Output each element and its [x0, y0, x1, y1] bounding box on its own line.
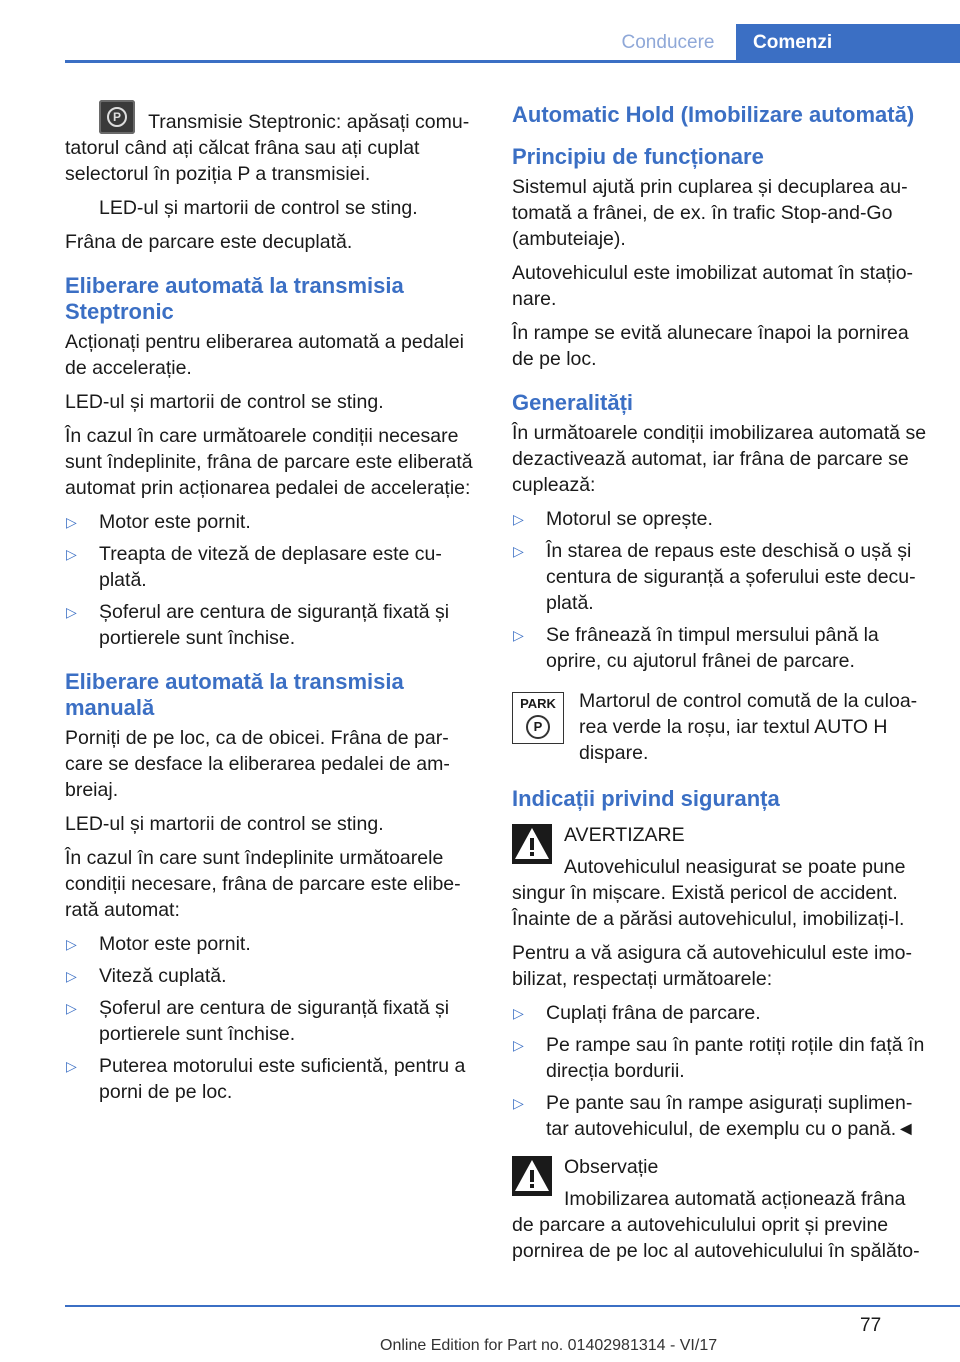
list-item: ▷ Treapta de viteză de deplasare este cu- plată.	[66, 543, 442, 591]
sub3-list	[512, 1000, 930, 1142]
triangle-bullet-icon: ▷	[66, 968, 77, 984]
triangle-bullet-icon: ▷	[66, 1058, 77, 1074]
warning-text: Autovehiculul neasigurat se poate pune singur în mișcare. Există pericol de accident. Înainte de a părăsi autovehiculul, imobilizați-l.	[512, 856, 906, 930]
triangle-bullet-icon: ▷	[513, 511, 524, 527]
park-icon-symbol: P	[526, 715, 550, 739]
list-item: ▷ Pe pante sau în rampe asigurați suplimen- tar autovehiculul, de exemplu cu o pană.◄	[513, 1092, 916, 1140]
triangle-bullet-icon: ▷	[513, 627, 524, 643]
note-text: Imobilizarea automată acționează frâna de parcare a autovehiculului oprit și previne pornirea de pe loc al autovehiculului în spălăto-	[512, 1188, 920, 1262]
sub2-indicator-text: Martorul de control comută de la culoa- rea verde la roșu, iar textul AUTO H dispare.	[579, 690, 918, 764]
heading-steptronic-release: Eliberare automată la transmisia Steptronic	[65, 273, 404, 324]
sub1-paragraph-1: Sistemul ajută prin cuplarea și decuplarea au- tomată a frânei, de ex. în trafic Stop-and-Go (ambuteiaje).	[512, 176, 908, 250]
sec1-paragraph-1: Acționați pentru eliberarea automată a pedalei de accelerație.	[65, 331, 464, 379]
intro-led: LED-ul și martorii de control se sting.	[99, 197, 418, 219]
sub2-list	[512, 506, 930, 674]
list-item: ▷ Se frânează în timpul mersului până la oprire, cu ajutorul frânei de parcare.	[513, 624, 879, 672]
park-indicator-row	[512, 688, 930, 766]
tab-comenzi[interactable]: Comenzi	[736, 24, 960, 62]
sec1-paragraph-3: În cazul în care următoarele condiții necesare sunt îndeplinite, frâna de parcare este eliberată automat prin acționarea pedalei de accelerație:	[65, 425, 473, 499]
triangle-bullet-icon: ▷	[513, 543, 524, 559]
sub1-paragraph-3: În rampe se evită alunecare înapoi la pornirea de pe loc.	[512, 322, 909, 370]
list-item: ▷ Șoferul are centura de siguranță fixată și portierele sunt închise.	[66, 997, 450, 1045]
list-item: ▷ În starea de repaus este deschisă o ușă și centura de siguranță a șoferului este decu- plată.	[513, 540, 916, 614]
page-number: 77	[860, 1315, 882, 1336]
sec2-paragraph-1: Porniți de pe loc, ca de obicei. Frâna de par- care se desface la eliberarea pedalei de am- breiaj.	[65, 727, 450, 801]
park-icon-label: PARK	[520, 696, 556, 711]
sub3-paragraph-1: Pentru a vă asigura că autovehiculul este imo- bilizat, respectați următoarele:	[512, 942, 912, 990]
heading-general: Generalități	[512, 390, 634, 415]
sec1-list	[65, 509, 485, 651]
heading-manual-release: Eliberare automată la transmisia manuală	[65, 669, 404, 720]
tab-conducere[interactable]: Conducere	[621, 32, 715, 53]
triangle-bullet-icon: ▷	[66, 936, 77, 952]
triangle-bullet-icon: ▷	[66, 1000, 77, 1016]
sub1-paragraph-2: Autovehiculul este imobilizat automat în stațio- nare.	[512, 262, 914, 310]
right-column	[512, 100, 930, 1272]
sec2-paragraph-3: În cazul în care sunt îndeplinite următoarele condiții necesare, frâna de parcare este elibe- rată automat:	[65, 847, 461, 921]
triangle-bullet-icon: ▷	[66, 514, 77, 530]
intro-released: Frâna de parcare este decuplată.	[65, 231, 353, 253]
sec1-paragraph-2: LED-ul și martorii de control se sting.	[65, 391, 384, 413]
intro-paragraph	[65, 100, 485, 187]
heading-principle: Principiu de funcționare	[512, 144, 764, 169]
header-rule	[65, 60, 960, 63]
list-item: ▷ Cuplați frâna de parcare.	[513, 1002, 761, 1024]
intro-text: Transmisie Steptronic: apăsați comu- tatorul când ați călcat frâna sau ați cuplat selectorul în poziția P a transmisiei.	[65, 111, 470, 185]
triangle-bullet-icon: ▷	[513, 1005, 524, 1021]
list-item: ▷ Motor este pornit.	[66, 933, 251, 955]
list-item: ▷ Șoferul are centura de siguranță fixată și portierele sunt închise.	[66, 601, 450, 649]
warning-triangle-icon	[512, 824, 552, 864]
note-title: Observație	[564, 1156, 659, 1178]
note-box	[512, 1154, 930, 1180]
park-indicator-icon	[512, 692, 564, 744]
triangle-bullet-icon: ▷	[513, 1037, 524, 1053]
list-item: ▷ Puterea motorului este suficientă, pentru a porni de pe loc.	[66, 1055, 466, 1103]
triangle-bullet-icon: ▷	[66, 546, 77, 562]
note-triangle-icon	[512, 1156, 552, 1196]
list-item: ▷ Viteză cuplată.	[66, 965, 227, 987]
heading-safety: Indicații privind siguranța	[512, 786, 780, 811]
sec2-list	[65, 931, 485, 1105]
footer-edition: Online Edition for Part no. 01402981314 - VI/17	[380, 1337, 718, 1354]
warning-title: AVERTIZARE	[564, 824, 685, 846]
list-item: ▷ Motorul se oprește.	[513, 508, 713, 530]
warning-box	[512, 822, 930, 848]
triangle-bullet-icon: ▷	[513, 1095, 524, 1111]
sec2-paragraph-2: LED-ul și martorii de control se sting.	[65, 813, 384, 835]
list-item: ▷ Pe rampe sau în pante rotiți roțile din față în direcția bordurii.	[513, 1034, 925, 1082]
heading-automatic-hold: Automatic Hold (Imobilizare automată)	[512, 102, 915, 127]
sub2-paragraph-1: În următoarele condiții imobilizarea automată se dezactivează automat, iar frâna de parcare se cuplează:	[512, 422, 927, 496]
list-item: ▷ Motor este pornit.	[66, 511, 251, 533]
left-column	[65, 100, 485, 1113]
parking-button-icon: P	[99, 100, 135, 134]
triangle-bullet-icon: ▷	[66, 604, 77, 620]
footer-rule	[65, 1305, 960, 1307]
